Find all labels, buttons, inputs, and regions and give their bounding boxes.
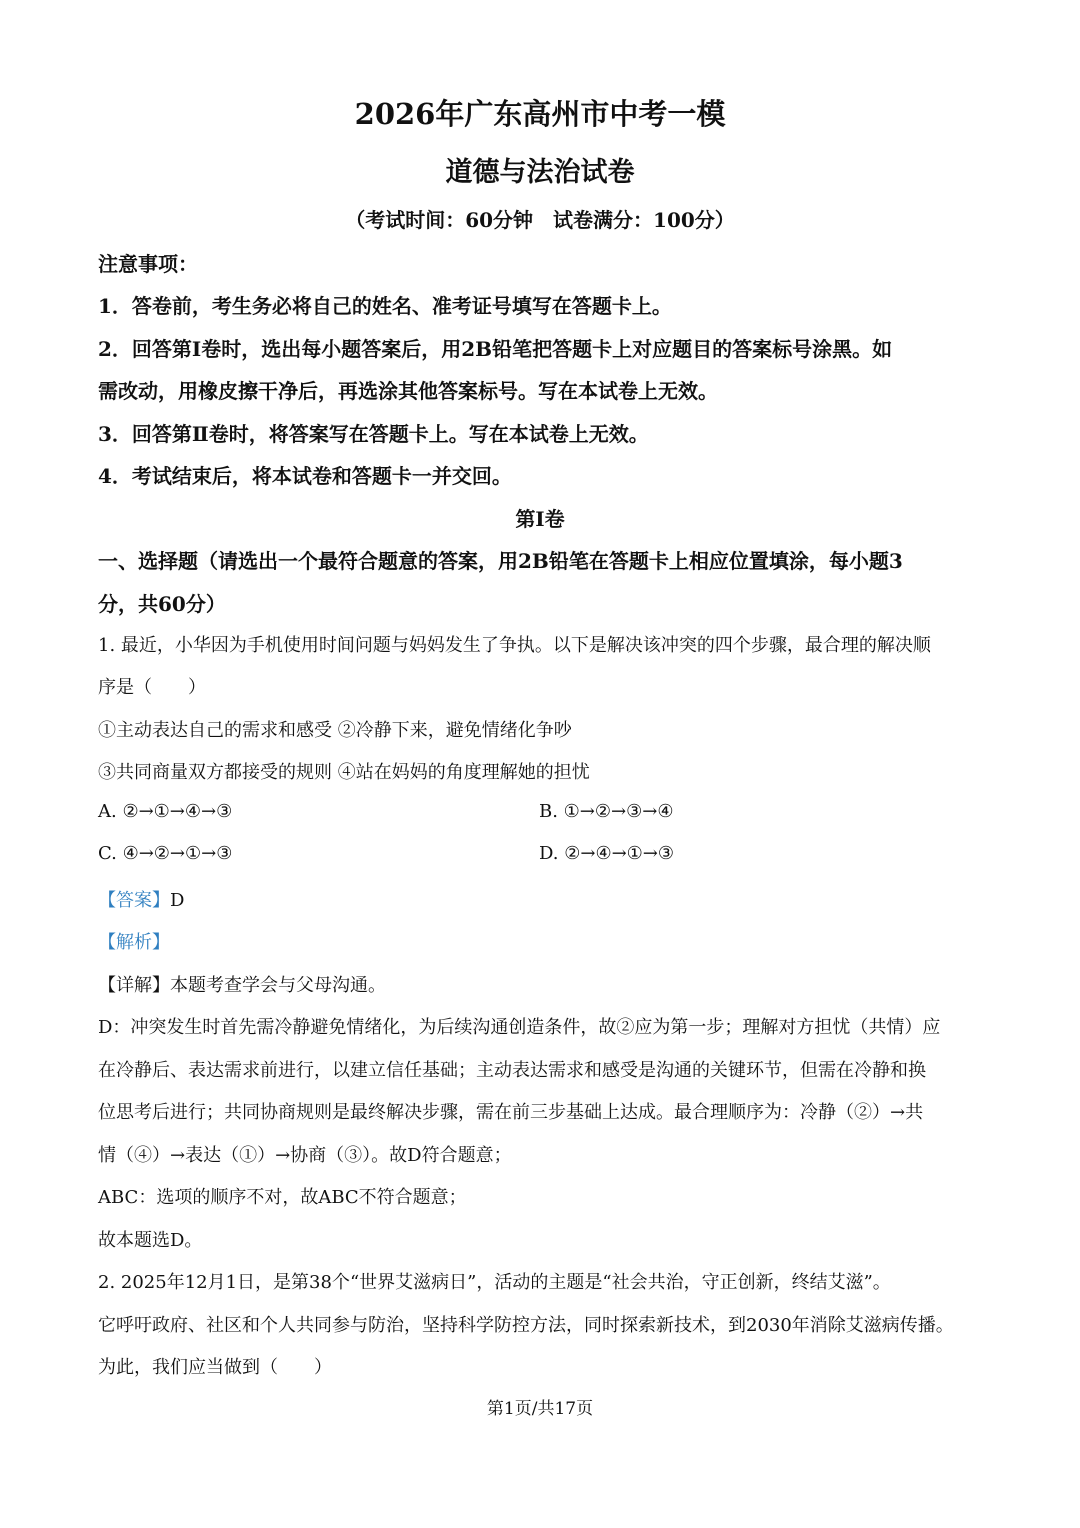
option-c: C. ④→②→①→③ <box>98 843 233 864</box>
answer-label: 【答案】 <box>98 890 170 911</box>
detail-line <box>98 971 386 997</box>
option-d: D. ②→④→①→③ <box>539 843 675 864</box>
answer-line <box>98 886 184 912</box>
analysis-label: 【解析】 <box>98 932 170 953</box>
question-1-stem: 1. 最近，小华因为手机使用时间问题与妈妈发生了争执。以下是解决该冲突的四个步骤，最合理的解决顺 <box>98 635 931 656</box>
explanation-line: D：冲突发生时首先需冷静避免情绪化，为后续沟通创造条件，故②应为第一步；理解对方担忧（共情）应 <box>98 1017 941 1038</box>
explanation-line: 情（④）→表达（①）→协商（③）。故D符合题意； <box>98 1145 512 1166</box>
volume-heading: 第Ⅰ卷 <box>515 507 565 531</box>
notice-item: 4．考试结束后，将本试卷和答题卡一并交回。 <box>98 464 512 488</box>
explanation-line: 在冷静后、表达需求前进行，以建立信任基础；主动表达需求和感受是沟通的关键环节，但需在冷静和换 <box>98 1060 926 1081</box>
exam-title: 2026年广东高州市中考一模 <box>354 97 726 131</box>
question-2-stem: 为此，我们应当做到（ ） <box>98 1357 332 1378</box>
notice-item: 3．回答第Ⅱ卷时，将答案写在答题卡上。写在本试卷上无效。 <box>98 422 649 446</box>
question-1-statements: ①主动表达自己的需求和感受 ②冷静下来，避免情绪化争吵 <box>98 720 572 741</box>
question-1-stem-cont: 序是（ ） <box>98 677 206 698</box>
option-b: B. ①→②→③→④ <box>539 801 674 822</box>
explanation-line: 位思考后进行；共同协商规则是最终解决步骤，需在前三步基础上达成。最合理顺序为：冷静（②）→共 <box>98 1102 924 1123</box>
question-1-statements: ③共同商量双方都接受的规则 ④站在妈妈的角度理解她的担忧 <box>98 762 590 783</box>
option-a: A. ②→①→④→③ <box>98 801 233 822</box>
part-heading-cont: 分，共60分） <box>98 592 226 616</box>
exam-info: （考试时间：60分钟 试卷满分：100分） <box>345 208 735 232</box>
question-2-stem: 2. 2025年12月1日，是第38个“世界艾滋病日”，活动的主题是“社会共治，守正创新，终结艾滋”。 <box>98 1272 891 1293</box>
notice-item: 需改动，用橡皮擦干净后，再选涂其他答案标号。写在本试卷上无效。 <box>98 379 718 403</box>
explanation-line: 故本题选D。 <box>98 1230 203 1251</box>
question-2-stem: 它呼吁政府、社区和个人共同参与防治，坚持科学防控方法，同时探索新技术，到2030年消除艾滋病传播。 <box>98 1315 954 1336</box>
detail-text: 本题考查学会与父母沟通。 <box>170 975 386 996</box>
part-heading: 一、选择题（请选出一个最符合题意的答案，用2B铅笔在答题卡上相应位置填涂，每小题3 <box>98 549 903 573</box>
detail-label: 【详解】 <box>98 975 170 996</box>
explanation-line: ABC：选项的顺序不对，故ABC不符合题意； <box>98 1187 467 1208</box>
notice-item: 1．答卷前，考生务必将自己的姓名、准考证号填写在答题卡上。 <box>98 294 672 318</box>
exam-subject: 道德与法治试卷 <box>445 157 635 188</box>
page-number: 第1页/共17页 <box>486 1399 594 1419</box>
notice-item: 2．回答第Ⅰ卷时，选出每小题答案后，用2B铅笔把答题卡上对应题目的答案标号涂黑。如 <box>98 337 893 361</box>
notice-heading: 注意事项： <box>98 252 198 276</box>
answer-value: D <box>170 890 185 911</box>
